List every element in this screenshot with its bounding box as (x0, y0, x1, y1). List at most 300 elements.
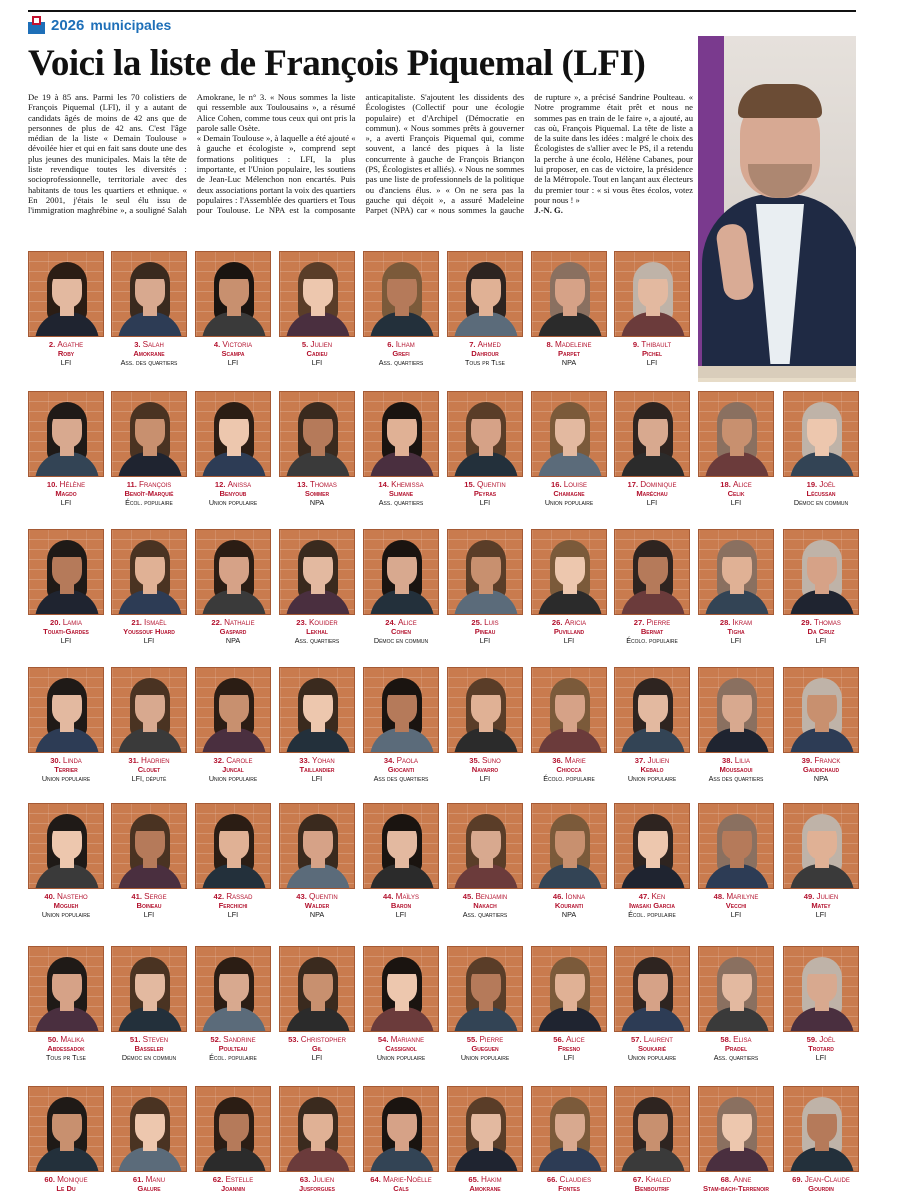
candidate-first-name: Claudies (559, 1175, 592, 1184)
candidate-last-name: Amokrane (133, 349, 165, 358)
candidate-last-name: Chiocca (556, 765, 582, 774)
candidate-photo (363, 391, 439, 477)
candidate-card (363, 946, 439, 1062)
candidate-last-name: Stam-bach-Terrenoir (702, 1184, 770, 1193)
candidate-card (531, 946, 607, 1062)
candidate-first-name: Alice (732, 480, 752, 489)
candidate-last-name: Clouet (137, 765, 161, 774)
candidate-name (614, 1035, 690, 1053)
candidate-photo (111, 946, 187, 1032)
candidate-number: 26. (551, 618, 563, 627)
candidate-last-name: Fontes (558, 1184, 580, 1193)
candidate-card (111, 946, 187, 1062)
candidate-last-name: Gaudichaud (802, 765, 840, 774)
candidate-first-name: Thibault (641, 340, 672, 349)
candidate-card (614, 667, 690, 783)
candidate-last-name: Celik (727, 489, 745, 498)
candidate-card (28, 391, 104, 507)
candidate-last-name: Maréchau (636, 489, 668, 498)
candidate-last-name: Poulteau (218, 1044, 248, 1053)
candidate-first-name: Thomas (813, 618, 841, 627)
candidate-last-name: Giocanti (387, 765, 415, 774)
candidate-number: 25. (471, 618, 482, 627)
candidate-number: 27. (633, 618, 645, 627)
candidate-affiliation: NPA (813, 774, 829, 783)
candidate-affiliation: LFI (563, 636, 575, 645)
candidate-affiliation: Écolo. populaire (626, 636, 678, 645)
candidate-last-name: Vecchi (725, 901, 747, 910)
candidate-last-name: Fresno (557, 1044, 581, 1053)
candidate-first-name: Hélène (59, 480, 86, 489)
candidate-last-name: Baron (390, 901, 412, 910)
candidate-card (698, 803, 774, 919)
candidate-photo (698, 529, 774, 615)
candidate-last-name: Amokrane (469, 1184, 501, 1193)
candidate-affiliation: LFI (395, 910, 407, 919)
candidate-name (195, 892, 271, 910)
candidate-number: 39. (801, 756, 813, 765)
candidate-name (447, 618, 523, 636)
candidate-number: 37. (634, 756, 646, 765)
candidate-card (447, 1086, 523, 1193)
candidate-last-name: Puvilland (553, 627, 585, 636)
candidate-number: 20. (50, 618, 61, 627)
candidate-photo (447, 946, 523, 1032)
candidate-number: 8. (546, 340, 553, 349)
candidate-last-name: Moussaoui (719, 765, 753, 774)
candidate-photo (614, 667, 690, 753)
article-body (28, 92, 693, 244)
candidate-first-name: Agathe (57, 340, 84, 349)
candidate-name (531, 480, 607, 498)
candidate-card (111, 251, 187, 367)
candidate-first-name: Quentin (476, 480, 506, 489)
candidate-affiliation: LFI (227, 358, 239, 367)
candidate-number: 63. (299, 1175, 311, 1184)
candidate-number: 21. (131, 618, 142, 627)
candidate-affiliation: Ass. quartiers (378, 358, 424, 367)
candidate-affiliation: Ass des quartiers (708, 774, 764, 783)
candidate-card (783, 529, 859, 645)
candidate-first-name: Julien (647, 756, 670, 765)
candidate-affiliation: LFI (60, 498, 72, 507)
candidate-card (783, 391, 859, 507)
candidate-affiliation: LFI (60, 358, 72, 367)
candidate-name (783, 756, 859, 774)
candidate-affiliation: Union populaire (208, 774, 258, 783)
candidate-photo (614, 803, 690, 889)
candidate-affiliation: Union populaire (41, 774, 91, 783)
candidate-last-name: Touati-Gardes (43, 627, 89, 636)
candidate-last-name: Peyras (473, 489, 497, 498)
candidate-first-name: Serge (144, 892, 167, 901)
candidate-photo (195, 251, 271, 337)
candidate-affiliation: NPA (225, 636, 241, 645)
candidate-last-name: Gueguen (471, 1044, 499, 1053)
candidate-affiliation: LFI (815, 636, 827, 645)
candidate-affiliation: LFI (311, 358, 323, 367)
candidate-first-name: Carole (226, 756, 253, 765)
candidate-affiliation: Ass. quartiers (378, 498, 424, 507)
candidate-card (28, 803, 104, 919)
candidate-photo (698, 803, 774, 889)
candidate-card (111, 667, 187, 783)
candidate-first-name: Ikram (732, 618, 753, 627)
candidate-card (698, 946, 774, 1062)
candidate-photo (279, 1086, 355, 1172)
candidate-last-name: Matey (811, 901, 831, 910)
candidate-number: 6. (387, 340, 394, 349)
candidate-photo (279, 529, 355, 615)
candidate-photo (531, 251, 607, 337)
candidate-first-name: Steven (142, 1035, 169, 1044)
candidate-last-name: Bernat (640, 627, 664, 636)
candidate-affiliation: LFI (479, 498, 491, 507)
candidate-first-name: Marianne (390, 1035, 425, 1044)
candidate-last-name: Youssouf Huard (123, 627, 175, 636)
candidate-last-name: Scampa (221, 349, 245, 358)
candidate-number: 17. (627, 480, 639, 489)
candidate-card (531, 803, 607, 919)
candidate-number: 56. (553, 1035, 564, 1044)
candidate-name (531, 756, 607, 774)
candidate-photo (28, 946, 104, 1032)
candidate-affiliation: NPA (309, 910, 325, 919)
candidate-affiliation: Union populaire (208, 498, 258, 507)
candidate-photo (614, 529, 690, 615)
candidate-last-name: Gil (311, 1044, 323, 1053)
candidate-affiliation: Union populaire (627, 774, 677, 783)
candidate-last-name: Soukarié (637, 1044, 667, 1053)
candidate-affiliation: LFI (646, 498, 658, 507)
candidate-card (111, 529, 187, 645)
candidate-affiliation: LFI (143, 910, 155, 919)
candidate-affiliation: LFI (730, 910, 742, 919)
candidate-card (614, 251, 690, 367)
candidate-affiliation: LFI (815, 1053, 827, 1062)
candidate-photo (279, 803, 355, 889)
candidate-photo (614, 251, 690, 337)
candidate-card (279, 667, 355, 783)
candidate-name (363, 1035, 439, 1053)
candidate-card (28, 1086, 104, 1193)
candidate-first-name: Malika (60, 1035, 85, 1044)
candidate-last-name: Cadieu (306, 349, 328, 358)
candidate-number: 31. (128, 756, 139, 765)
candidate-last-name: Benyoub (219, 489, 247, 498)
candidate-card (28, 667, 104, 783)
candidate-name (698, 480, 774, 498)
candidate-number: 55. (466, 1035, 478, 1044)
candidate-first-name: Julien (312, 1175, 335, 1184)
candidate-card (531, 529, 607, 645)
candidate-first-name: Marilyne (726, 892, 759, 901)
candidate-card (363, 251, 439, 367)
candidate-affiliation: LFI (60, 636, 72, 645)
candidate-first-name: Christopher (300, 1035, 346, 1044)
candidate-name (28, 340, 104, 358)
candidate-photo (698, 391, 774, 477)
candidate-number: 18. (720, 480, 731, 489)
candidate-number: 54. (377, 1035, 389, 1044)
candidate-last-name: Slimane (388, 489, 414, 498)
candidate-number: 58. (720, 1035, 731, 1044)
candidate-name (195, 480, 271, 498)
candidate-first-name: Jean-Claude (804, 1175, 850, 1184)
candidate-affiliation: LFI (479, 774, 491, 783)
candidate-affiliation: Écol. populaire (209, 1053, 257, 1062)
candidate-number: 7. (469, 340, 476, 349)
candidate-photo (783, 803, 859, 889)
candidate-name (531, 892, 607, 910)
candidate-photo (447, 391, 523, 477)
candidate-name (111, 618, 187, 636)
candidate-number: 40. (44, 892, 55, 901)
candidate-photo (698, 667, 774, 753)
candidate-card (531, 667, 607, 783)
candidate-first-name: Monique (57, 1175, 88, 1184)
candidate-number: 19. (806, 480, 818, 489)
candidate-name (363, 892, 439, 910)
candidate-last-name: Benoît-Marquié (124, 489, 174, 498)
candidate-first-name: Alice (397, 618, 417, 627)
candidate-card (279, 946, 355, 1062)
candidate-number: 66. (546, 1175, 558, 1184)
candidate-photo (279, 391, 355, 477)
candidate-affiliation: LFI (227, 910, 239, 919)
candidate-card (195, 529, 271, 645)
candidate-first-name: Yohan (311, 756, 335, 765)
candidate-card (195, 946, 271, 1062)
candidate-first-name: Kouider (308, 618, 338, 627)
candidate-photo (279, 251, 355, 337)
candidate-name (28, 618, 104, 636)
candidate-number: 32. (213, 756, 225, 765)
candidate-affiliation: Démoc en commun (121, 1053, 177, 1062)
candidate-number: 34. (383, 756, 395, 765)
candidate-name (279, 756, 355, 774)
candidate-card (447, 946, 523, 1062)
candidate-last-name: Nakach (473, 901, 497, 910)
candidate-first-name: Nathalie (224, 618, 255, 627)
candidate-last-name: Parpet (557, 349, 580, 358)
candidate-name (111, 480, 187, 498)
candidate-number: 65. (468, 1175, 479, 1184)
candidate-name (195, 618, 271, 636)
candidate-card (698, 529, 774, 645)
candidate-affiliation: LFI (815, 910, 827, 919)
candidate-photo (447, 803, 523, 889)
candidate-card (28, 529, 104, 645)
candidate-affiliation: Écol. populaire (628, 910, 676, 919)
candidate-first-name: Ahmed (477, 340, 501, 349)
candidate-first-name: Louise (563, 480, 587, 489)
candidate-first-name: Julien (310, 340, 333, 349)
candidate-last-name: Lekhal (306, 627, 328, 636)
candidate-card (111, 803, 187, 919)
candidate-first-name: Luis (484, 618, 499, 627)
top-rule (28, 10, 856, 12)
candidate-last-name: Iwasaki Garcia (629, 901, 675, 910)
candidate-photo (28, 667, 104, 753)
candidate-last-name: Juncal (222, 765, 244, 774)
candidate-name (531, 618, 607, 636)
candidate-photo (28, 391, 104, 477)
candidate-number: 22. (211, 618, 222, 627)
candidate-first-name: Salah (142, 340, 164, 349)
candidate-card (279, 529, 355, 645)
candidate-last-name: Dahrour (471, 349, 499, 358)
candidate-last-name: Mogueh (53, 901, 79, 910)
candidate-name (531, 1035, 607, 1053)
candidate-photo (698, 1086, 774, 1172)
candidate-last-name: Chamagne (553, 489, 585, 498)
candidate-first-name: Anne (733, 1175, 752, 1184)
candidate-name (279, 340, 355, 358)
candidate-last-name: Gourdin (808, 1184, 834, 1193)
hero-photo (698, 36, 856, 378)
candidate-photo (111, 667, 187, 753)
candidate-last-name: Da Cruz (807, 627, 835, 636)
candidate-number: 69. (792, 1175, 803, 1184)
candidate-first-name: Manu (145, 1175, 166, 1184)
candidate-name (614, 892, 690, 910)
candidate-first-name: François (138, 480, 172, 489)
candidate-affiliation: Union populaire (627, 1053, 677, 1062)
candidate-name (698, 1035, 774, 1053)
candidate-name (111, 892, 187, 910)
candidate-name (698, 1175, 774, 1193)
candidate-name (363, 340, 439, 358)
candidate-number: 5. (301, 340, 309, 349)
candidate-name (614, 756, 690, 774)
candidate-first-name: Nasteho (57, 892, 88, 901)
candidate-last-name: Magdo (55, 489, 77, 498)
candidate-number: 68. (720, 1175, 732, 1184)
candidate-name (195, 756, 271, 774)
candidate-first-name: Hakim (481, 1175, 502, 1184)
candidate-card (614, 529, 690, 645)
candidate-last-name: Lécussan (806, 489, 836, 498)
candidate-first-name: Victoria (222, 340, 253, 349)
candidate-photo (363, 946, 439, 1032)
candidate-photo (28, 251, 104, 337)
candidate-card (614, 946, 690, 1062)
candidate-last-name: Basseler (134, 1044, 164, 1053)
candidate-card (279, 391, 355, 507)
candidate-first-name: Dominique (640, 480, 677, 489)
candidate-name (614, 480, 690, 498)
candidate-number: 28. (719, 618, 731, 627)
candidate-name (698, 618, 774, 636)
candidate-number: 24. (385, 618, 396, 627)
candidate-last-name: Abdessadok (47, 1044, 85, 1053)
candidate-first-name: Lamia (62, 618, 82, 627)
candidate-affiliation: Union populaire (376, 1053, 426, 1062)
candidate-number: 2. (48, 340, 56, 349)
candidate-photo (363, 803, 439, 889)
candidate-number: 45. (462, 892, 474, 901)
candidate-number: 41. (131, 892, 142, 901)
candidate-first-name: Pierre (479, 1035, 504, 1044)
candidate-photo (614, 946, 690, 1032)
candidate-name (783, 1035, 859, 1053)
candidate-affiliation: LFI (730, 498, 742, 507)
candidate-name (195, 340, 271, 358)
candidate-photo (195, 946, 271, 1032)
candidate-number: 35. (469, 756, 480, 765)
candidate-number: 50. (47, 1035, 59, 1044)
candidate-photo (28, 1086, 104, 1172)
candidate-first-name: Joël (819, 1035, 836, 1044)
candidate-affiliation: LFI (311, 1053, 323, 1062)
candidate-photo (363, 667, 439, 753)
candidate-photo (195, 529, 271, 615)
candidate-affiliation: LFI (143, 636, 155, 645)
candidate-card (28, 946, 104, 1062)
headline: Voici la liste de François Piquemal (LFI) (28, 43, 646, 84)
candidate-last-name: Kouranti (554, 901, 584, 910)
candidate-number: 36. (552, 756, 563, 765)
candidate-name (279, 1175, 355, 1193)
candidate-name (195, 1175, 271, 1193)
candidate-first-name: Elisa (733, 1035, 752, 1044)
candidate-last-name: Roby (57, 349, 75, 358)
candidate-first-name: Thomas (309, 480, 337, 489)
ballot-box-icon (28, 16, 45, 34)
candidate-name (447, 340, 523, 358)
candidate-card (614, 391, 690, 507)
section-kicker (28, 14, 171, 36)
candidate-last-name: Walder (304, 901, 330, 910)
candidate-name (783, 618, 859, 636)
candidate-first-name: Julien (816, 892, 839, 901)
candidate-number: 49. (803, 892, 815, 901)
candidate-name (111, 756, 187, 774)
candidate-first-name: Lilia (734, 756, 750, 765)
candidate-first-name: Laurent (643, 1035, 673, 1044)
candidate-name (531, 340, 607, 358)
candidate-card (783, 803, 859, 919)
candidate-card (447, 251, 523, 367)
candidate-name (447, 756, 523, 774)
candidate-first-name: Benjamin (475, 892, 508, 901)
candidate-card (614, 803, 690, 919)
candidate-photo (363, 1086, 439, 1172)
candidate-card (447, 803, 523, 919)
candidate-name (614, 618, 690, 636)
candidate-first-name: Quentin (308, 892, 338, 901)
candidate-first-name: Aricia (564, 618, 587, 627)
candidate-affiliation: NPA (561, 358, 577, 367)
candidate-number: 51. (129, 1035, 141, 1044)
candidate-number: 3. (134, 340, 141, 349)
candidate-first-name: Madeleine (554, 340, 592, 349)
candidate-number: 59. (806, 1035, 818, 1044)
candidate-card (447, 667, 523, 783)
candidate-photo (698, 946, 774, 1032)
candidate-name (363, 756, 439, 774)
candidate-card (531, 1086, 607, 1193)
candidate-number: 16. (551, 480, 562, 489)
candidate-card (28, 251, 104, 367)
candidate-photo (111, 803, 187, 889)
hero-caption-bar (698, 378, 856, 382)
candidate-first-name: Ilham (395, 340, 415, 349)
candidate-photo (28, 529, 104, 615)
candidate-first-name: Rassad (226, 892, 253, 901)
candidate-photo (195, 803, 271, 889)
